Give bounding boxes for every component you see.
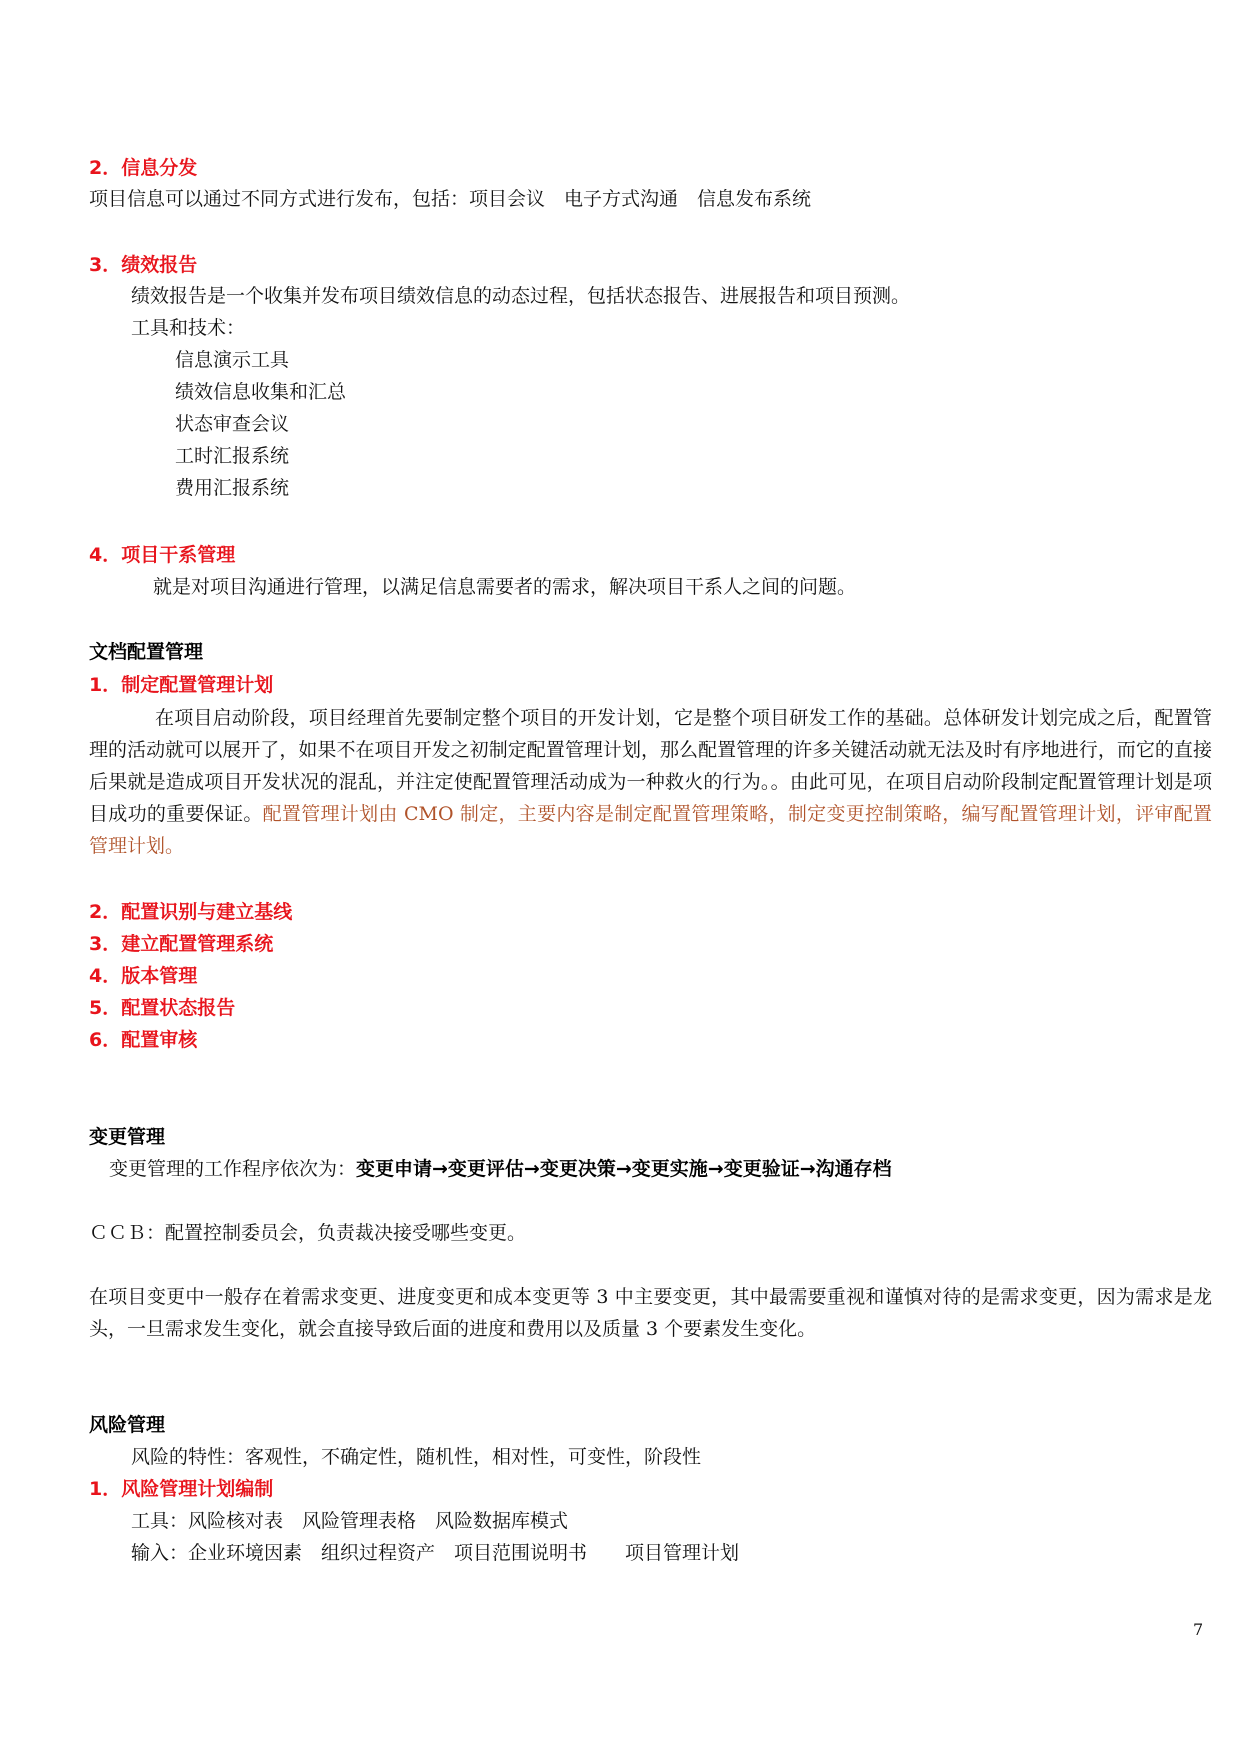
heading-stakeholder-mgmt: 4．项目干系管理 [89,544,236,566]
page-number: 7 [1193,1620,1204,1639]
change-procedure-steps: 变更申请→变更评估→变更决策→变更实施→变更验证→沟通存档 [356,1158,892,1180]
tool-item: 状态审查会议 [175,413,290,435]
change-procedure [109,1154,892,1184]
info-distribution-text: 项目信息可以通过不同方式进行发布，包括：项目会议 电子方式沟通 信息发布系统 [89,188,812,210]
section-title-risk-mgmt: 风险管理 [89,1414,166,1436]
config-item: 6．配置审核 [89,1029,198,1051]
tools-label: 工具和技术： [131,317,246,339]
section-title-doc-config: 文档配置管理 [89,641,204,663]
change-paragraph: 在项目变更中一般存在着需求变更、进度变更和成本变更等 3 中主要变更，其中最需要重视和谨慎对待的是需求变更，因为需求是龙头，一旦需求发生变化，就会直接导致后面的进度和费用以及质量 3 个要素发生变化。 [89,1286,1212,1340]
heading-config-plan: 1．制定配置管理计划 [89,674,274,696]
config-item: 3．建立配置管理系统 [89,933,274,955]
section-title-change-mgmt: 变更管理 [89,1126,166,1148]
risk-traits: 风险的特性：客观性，不确定性，随机性，相对性，可变性，阶段性 [131,1446,702,1468]
tool-item: 费用汇报系统 [175,477,290,499]
heading-risk-plan: 1．风险管理计划编制 [89,1478,274,1500]
config-item: 5．配置状态报告 [89,997,236,1019]
config-item: 4．版本管理 [89,965,198,987]
config-item: 2．配置识别与建立基线 [89,901,293,923]
heading-info-distribution: 2．信息分发 [89,157,198,179]
config-plan-paragraph [89,702,1212,862]
risk-inputs: 输入：企业环境因素 组织过程资产 项目范围说明书 项目管理计划 [131,1542,740,1564]
config-plan-highlight: 配置管理计划由 CMO 制定，主要内容是制定配置管理策略，制定变更控制策略，编写配置管理计划，评审配置管理计划。 [89,803,1212,857]
tool-item: 工时汇报系统 [175,445,290,467]
performance-report-desc: 绩效报告是一个收集并发布项目绩效信息的动态过程，包括状态报告、进展报告和项目预测。 [131,285,911,307]
heading-performance-report: 3．绩效报告 [89,254,198,276]
ccb-definition: ＣＣＢ：配置控制委员会，负责裁决接受哪些变更。 [89,1222,527,1244]
stakeholder-mgmt-text: 就是对项目沟通进行管理，以满足信息需要者的需求，解决项目干系人之间的问题。 [153,576,857,598]
tool-item: 绩效信息收集和汇总 [175,381,347,403]
tool-item: 信息演示工具 [175,349,290,371]
config-plan-text: 在项目启动阶段，项目经理首先要制定整个项目的开发计划，它是整个项目研发工作的基础。总体研发计划完成之后，配置管理的活动就可以展开了，如果不在项目开发之初制定配置管理计划，那么配置管理的许多关键活动就无法及时有序地进行，而它的直接后果就是造成项目开发状况的混乱，并注定使配置管理活动成为一种救火的行为。。由此可见，在项目启动阶段制定配置管理计划是项目成功的重要保证。 [89,707,1212,825]
change-procedure-label: 变更管理的工作程序依次为： [109,1158,357,1180]
risk-tools: 工具：风险核对表 风险管理表格 风险数据库模式 [131,1510,569,1532]
